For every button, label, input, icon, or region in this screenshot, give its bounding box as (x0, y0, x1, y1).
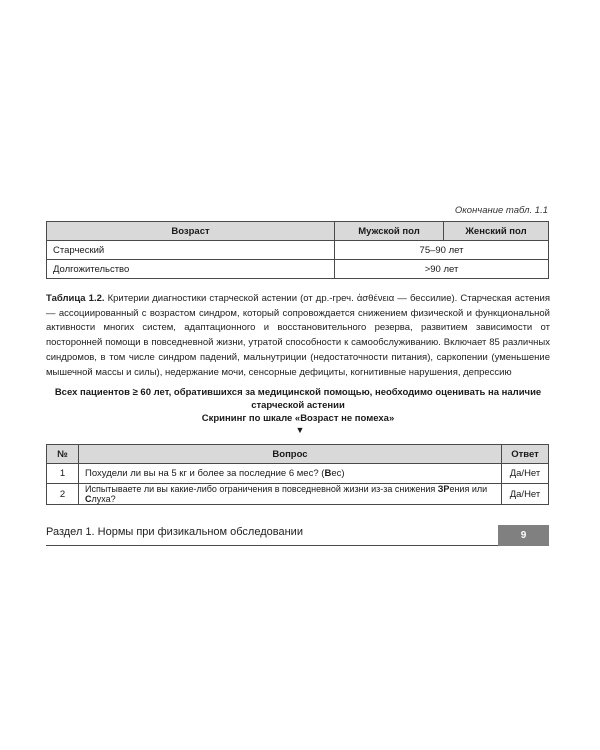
question-bold: С (85, 494, 92, 504)
table-header-row (47, 445, 549, 464)
row-number: 2 (47, 484, 79, 505)
age-table (46, 221, 549, 279)
table-row (47, 484, 549, 505)
screening-line1: Всех пациентов ≥ 60 лет, обратившихся за медицинской помощью, необходимо оценивать на наличие старческой астении (54, 387, 542, 411)
screening-line2: Скрининг по шкале «Возраст не помеха» (201, 413, 395, 424)
age-cell: Старческий (47, 241, 335, 260)
table-row (47, 464, 549, 484)
age-cell: Долгожительство (47, 260, 335, 279)
header-question: Вопрос (79, 445, 502, 464)
header-number: № (47, 445, 79, 464)
down-arrow-icon: ▼ (295, 425, 305, 435)
question-text: ения или (449, 484, 488, 494)
section-title: Раздел 1. Нормы при физикальном обследовании (46, 526, 303, 538)
question-bold: В (324, 468, 332, 479)
footer-divider (46, 545, 498, 546)
table-row (47, 260, 549, 279)
question-cell (79, 484, 502, 505)
value-cell: 75–90 лет (335, 241, 549, 260)
table-row (47, 241, 549, 260)
description-text: Критерии диагностики старческой астении (от др.-греч. ἀσθένεια — бессилие). Старческая астения — ассоциированный с возрастом синдром, который сопровождается снижением физической и функциональной активности многих систем, адаптационного и восстановительного резерва, развитием зависимости от посторонней помощи в повседневной жизни, утратой способности к самообслуживанию. Включает 85 различных синдромов, в том числе синдром падений, мальнутриции (недостаточности питания), саркопении (уменьшение мышечной массы и силы), недержание мочи, сенсорные дефициты, когнитивные нарушения, депрессию (46, 293, 550, 378)
row-number: 1 (47, 464, 79, 484)
answer-cell: Да/Нет (502, 464, 549, 484)
table-label: Таблица 1.2. (46, 293, 105, 304)
question-cell (79, 464, 502, 484)
header-answer: Ответ (502, 445, 549, 464)
header-female: Женский пол (444, 222, 549, 241)
header-age: Возраст (47, 222, 335, 241)
answer-cell: Да/Нет (502, 484, 549, 505)
table-description (46, 292, 550, 380)
table-continuation-caption: Окончание табл. 1.1 (454, 205, 548, 216)
value-cell: >90 лет (335, 260, 549, 279)
question-bold: ЗР (437, 484, 450, 494)
question-text: луха? (91, 494, 116, 504)
header-male: Мужской пол (335, 222, 444, 241)
question-text: ес) (331, 468, 345, 479)
table-header-row (47, 222, 549, 241)
question-text: Похудели ли вы на 5 кг и более за последние 6 мес? ( (85, 468, 325, 479)
screening-table (46, 444, 549, 505)
question-text: Испытываете ли вы какие-либо ограничения в повседневной жизни из-за снижения (85, 484, 438, 494)
screening-heading (46, 386, 550, 425)
page-number: 9 (498, 525, 549, 546)
